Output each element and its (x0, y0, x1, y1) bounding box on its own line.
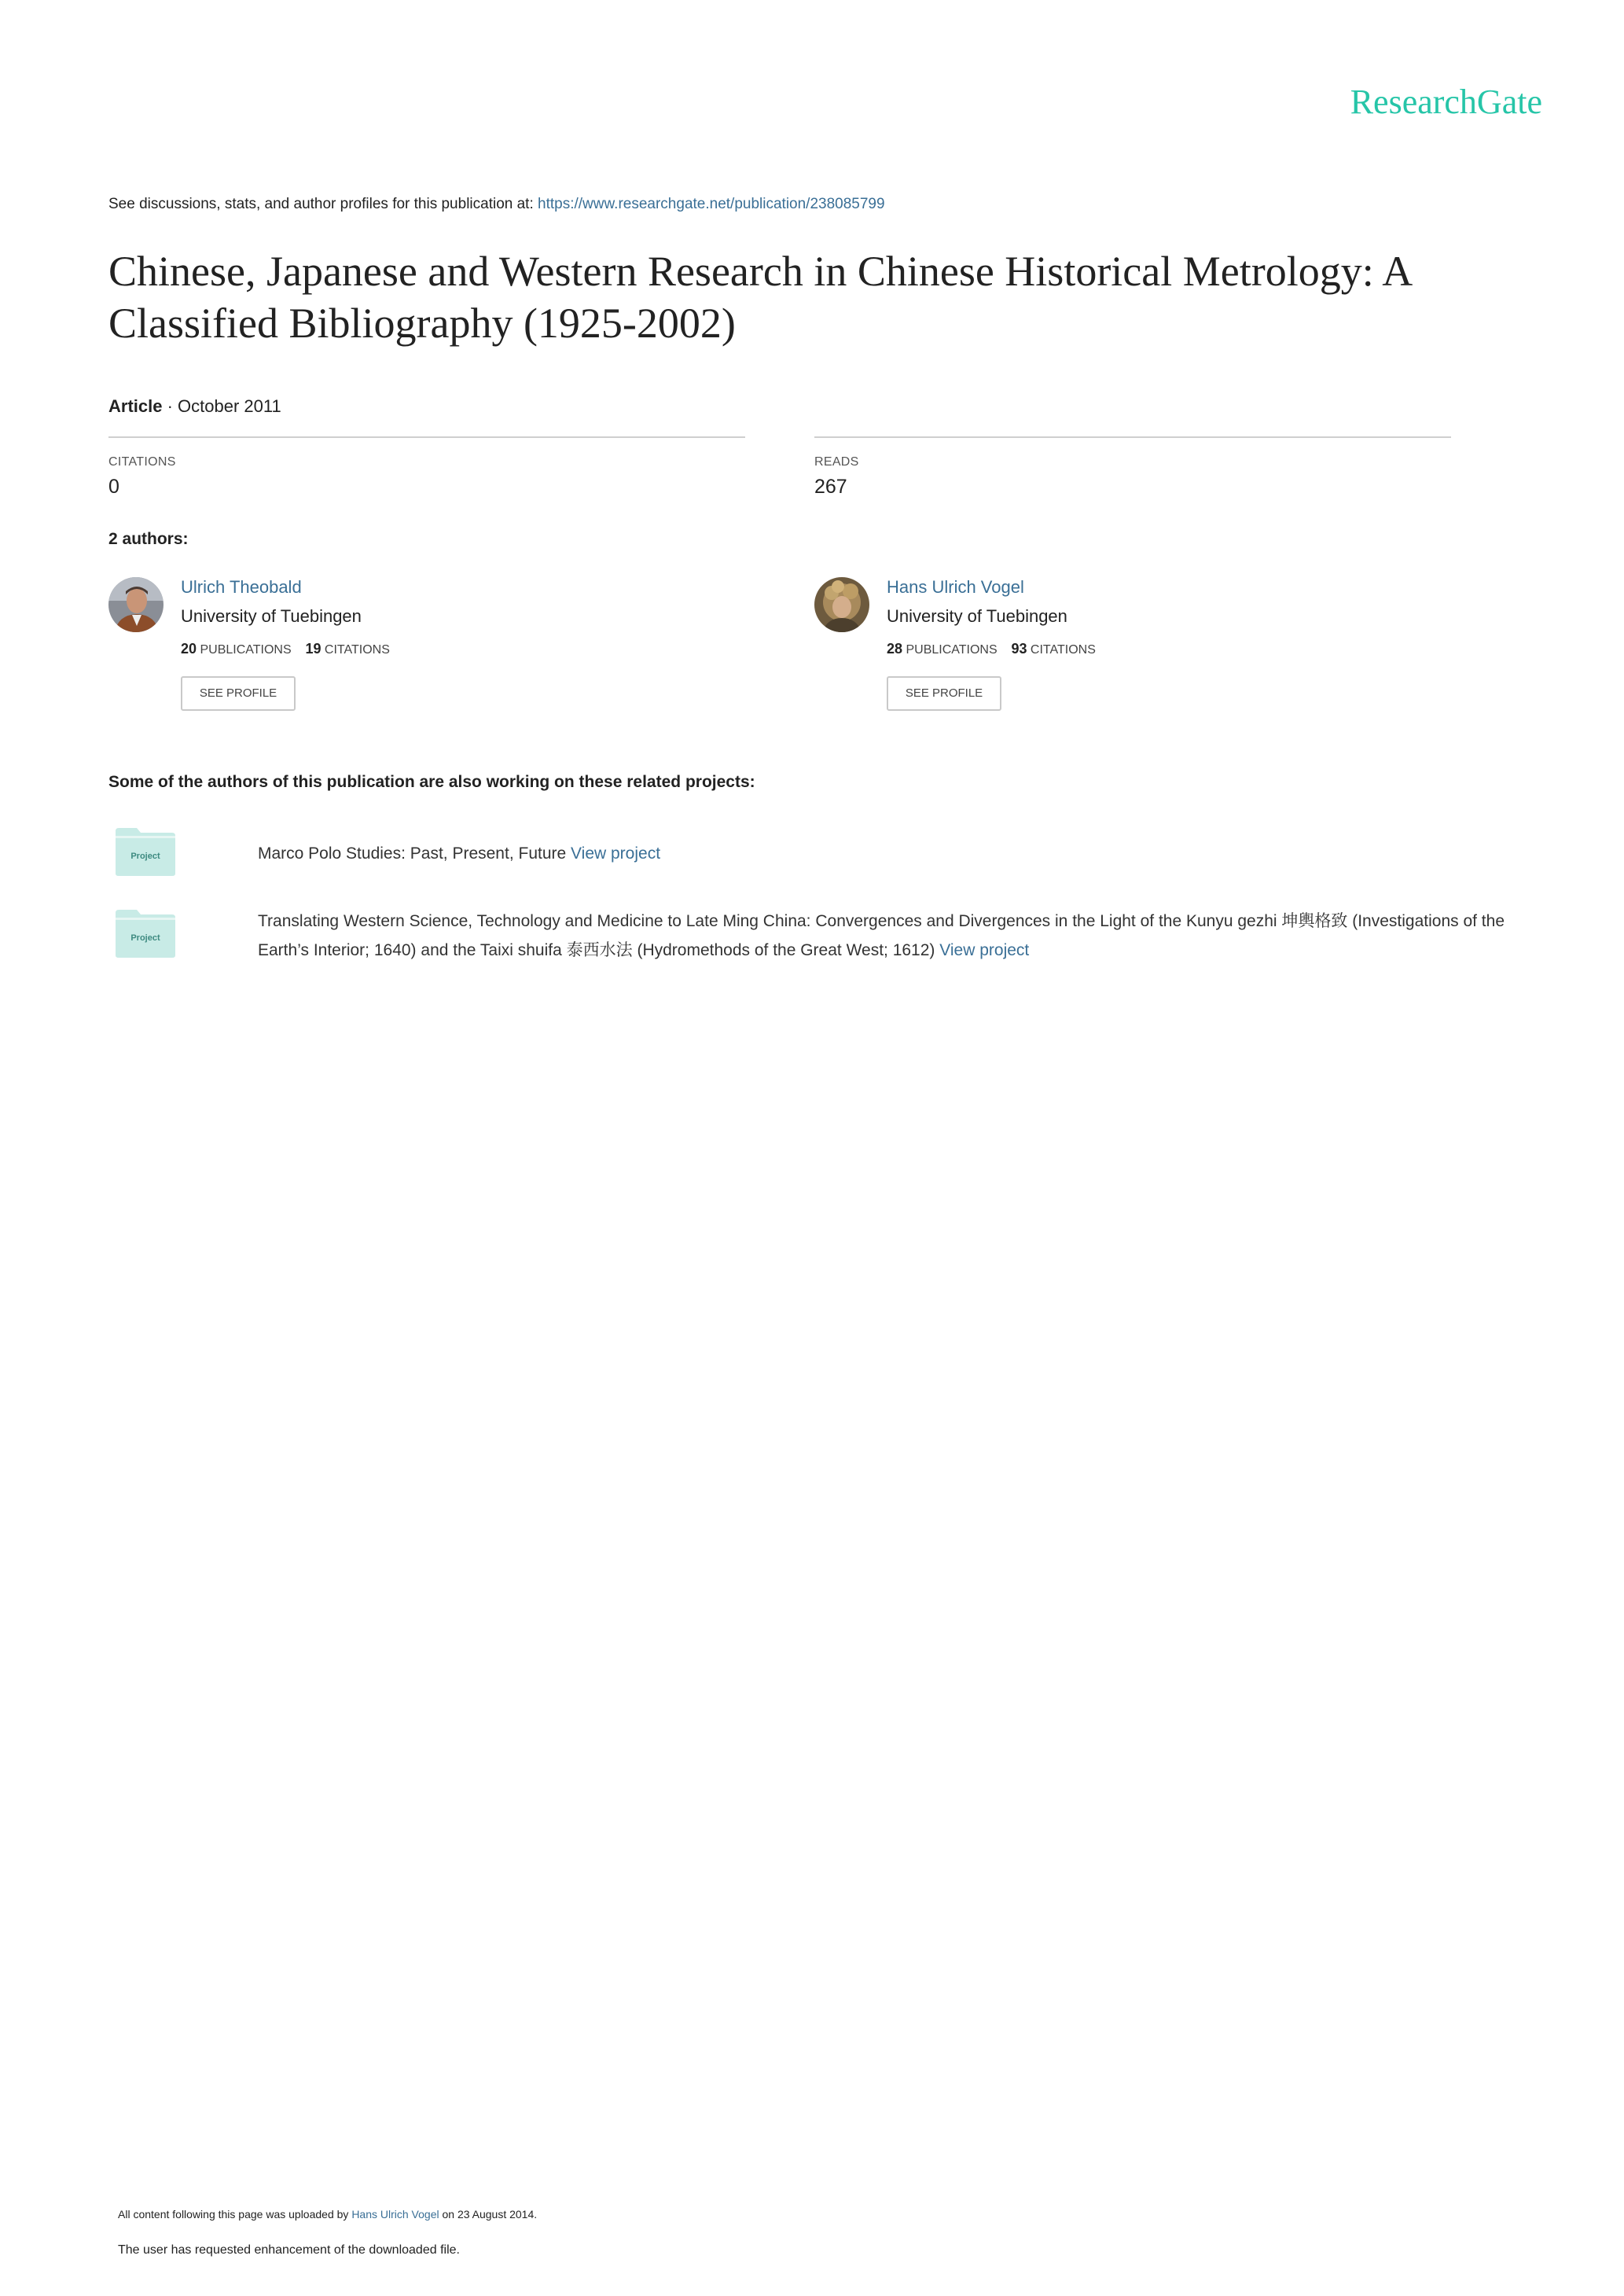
project-folder-icon[interactable] (115, 826, 176, 877)
citations-value: 0 (108, 476, 119, 498)
author-citations-label: CITATIONS (324, 643, 390, 657)
project-item (258, 907, 1508, 965)
uploader-link[interactable]: Hans Ulrich Vogel (351, 2208, 439, 2221)
view-project-link[interactable]: View project (571, 844, 661, 863)
author-citations-label: CITATIONS (1030, 643, 1096, 657)
citations-stat (108, 436, 745, 499)
author-avatar[interactable] (108, 577, 164, 632)
publication-url-link[interactable]: https://www.researchgate.net/publication/238085799 (538, 196, 885, 212)
enhancement-note: The user has requested enhancement of the downloaded file. (118, 2243, 460, 2257)
upload-suffix: on 23 August 2014. (442, 2208, 538, 2221)
publication-title: Chinese, Japanese and Western Research in Chinese Historical Metrology: A Classified Bibliography (1925-2002) (108, 248, 1411, 347)
see-profile-button[interactable]: SEE PROFILE (887, 676, 1001, 711)
publications-count: 28 (887, 641, 903, 657)
author-affiliation: University of Tuebingen (887, 606, 1067, 626)
publications-count: 20 (181, 641, 197, 657)
upload-note (118, 2208, 537, 2221)
project-title: Marco Polo Studies: Past, Present, Future (258, 844, 567, 863)
publications-label: PUBLICATIONS (906, 643, 998, 657)
author-name-link[interactable]: Hans Ulrich Vogel (887, 577, 1024, 597)
project-item (258, 839, 1508, 868)
related-projects-heading: Some of the authors of this publication are also working on these related projects: (108, 773, 755, 791)
upload-prefix: All content following this page was uploaded by (118, 2208, 349, 2221)
author-name-link[interactable]: Ulrich Theobald (181, 577, 302, 597)
project-folder-icon[interactable] (115, 908, 176, 959)
reads-stat (814, 436, 1451, 499)
project-title: Translating Western Science, Technology and Medicine to Late Ming China: Convergences and Divergences in the Light of the Kunyu gezhi 坤輿格致 (Investigations of the Earth’s Interior; 1640) and the Taixi shuifa 泰西水法 (Hydromethods of the Great West; 1612) (258, 912, 1505, 959)
publications-label: PUBLICATIONS (200, 643, 292, 657)
reads-label: READS (814, 455, 859, 469)
reads-value: 267 (814, 476, 847, 498)
researchgate-logo[interactable]: ResearchGate (1350, 83, 1542, 121)
citations-label: CITATIONS (108, 455, 176, 469)
source-prefix: See discussions, stats, and author profiles for this publication at: (108, 196, 534, 212)
publication-date: · October 2011 (167, 396, 281, 416)
author-citations-count: 93 (1011, 641, 1027, 657)
see-profile-button[interactable]: SEE PROFILE (181, 676, 296, 711)
publication-type: Article (108, 396, 163, 416)
publication-meta (108, 396, 281, 417)
source-line (108, 196, 885, 213)
author-counts (181, 641, 390, 657)
author-citations-count: 19 (305, 641, 321, 657)
authors-heading: 2 authors: (108, 530, 189, 548)
author-affiliation: University of Tuebingen (181, 606, 362, 626)
author-counts (887, 641, 1096, 657)
author-avatar[interactable] (814, 577, 869, 632)
view-project-link[interactable]: View project (939, 941, 1030, 959)
project-icon-label: Project (130, 933, 160, 943)
project-icon-label: Project (130, 852, 160, 861)
